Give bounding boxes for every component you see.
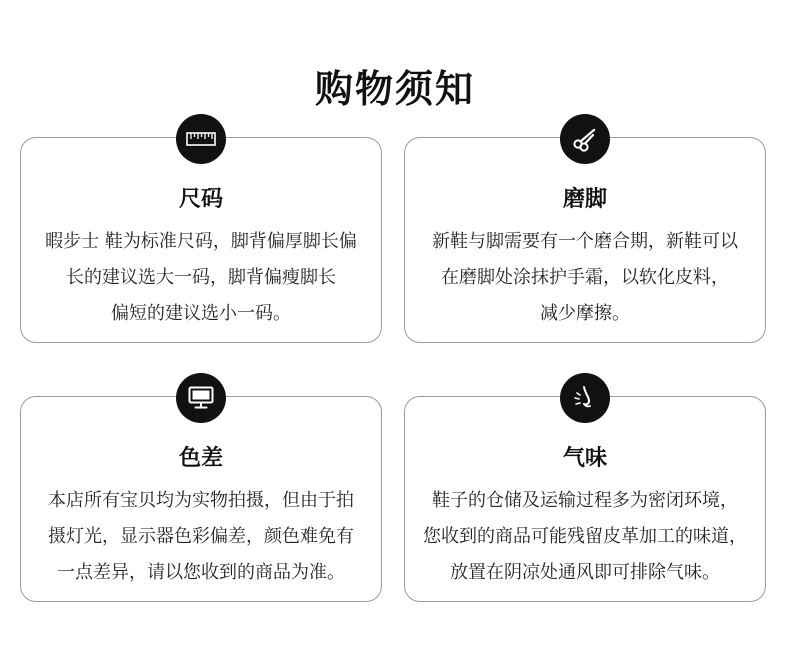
smell-card <box>404 396 766 602</box>
size-card <box>20 137 382 343</box>
card-body <box>27 224 375 332</box>
color-diff-card <box>20 396 382 602</box>
card-body-line: 一点差异，请以您收到的商品为准。 <box>57 562 345 583</box>
card-body <box>411 483 759 591</box>
card-body-line: 长的建议选大一码，脚背偏瘦脚长 <box>66 267 336 288</box>
nose-icon <box>560 373 610 423</box>
card-body-line: 偏短的建议选小一码。 <box>111 303 291 324</box>
card-body-line: 本店所有宝贝均为实物拍摄，但由于拍 <box>48 490 354 511</box>
card-body-line: 减少摩擦。 <box>540 303 630 324</box>
page-title: 购物须知 <box>314 67 475 111</box>
card-body-line: 放置在阴凉处通风即可排除气味。 <box>450 562 720 583</box>
ruler-icon <box>176 114 226 164</box>
card-title: 磨脚 <box>562 187 607 212</box>
break-in-card <box>404 137 766 343</box>
card-title: 气味 <box>562 446 607 471</box>
scissors-icon <box>560 114 610 164</box>
card-title: 色差 <box>178 446 223 471</box>
card-body <box>411 224 759 332</box>
card-body <box>27 483 375 591</box>
card-body-line: 暇步士 鞋为标准尺码，脚背偏厚脚长偏 <box>45 231 357 252</box>
card-body-line: 在磨脚处涂抹护手霜，以软化皮料， <box>441 267 729 288</box>
card-body-line: 摄灯光，显示器色彩偏差，颜色难免有 <box>48 526 354 547</box>
card-body-line: 新鞋与脚需要有一个磨合期，新鞋可以 <box>432 231 738 252</box>
card-title: 尺码 <box>178 187 223 212</box>
card-body-line: 鞋子的仓储及运输过程多为密闭环境， <box>432 490 738 511</box>
monitor-icon <box>176 373 226 423</box>
card-body-line: 您收到的商品可能残留皮革加工的味道， <box>423 526 747 547</box>
